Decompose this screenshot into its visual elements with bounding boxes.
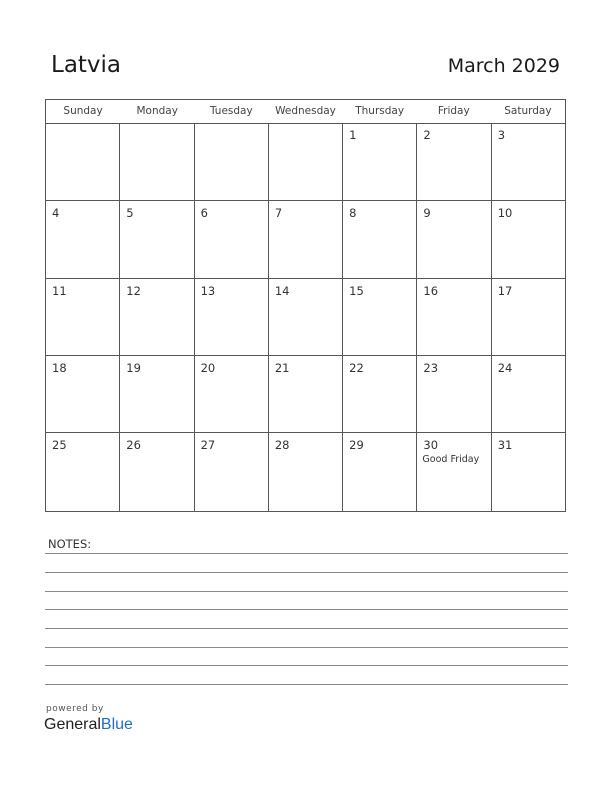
note-line <box>45 647 568 648</box>
brand-blue-text: Blue <box>100 716 133 733</box>
note-line <box>45 609 568 610</box>
day-number: 20 <box>200 361 216 375</box>
day-number: 3 <box>497 128 506 142</box>
day-cell <box>195 356 269 432</box>
day-number: 9 <box>423 206 431 220</box>
day-number: 10 <box>497 206 513 220</box>
day-cell <box>417 123 491 200</box>
day-number: 5 <box>126 206 134 220</box>
note-line <box>45 572 568 573</box>
day-number: 6 <box>200 206 208 220</box>
weekday-monday: Monday <box>136 105 178 117</box>
day-cell <box>269 433 343 511</box>
day-cell <box>120 201 194 278</box>
powered-by-text: powered by <box>46 704 104 714</box>
note-line <box>45 591 568 592</box>
day-cell <box>492 433 565 511</box>
day-cell <box>120 433 194 511</box>
day-number: 27 <box>200 438 216 452</box>
day-cell <box>46 433 120 511</box>
day-number: 28 <box>274 438 290 452</box>
day-number: 4 <box>52 206 60 220</box>
generalblue-logo <box>44 717 133 733</box>
day-number: 24 <box>497 361 513 375</box>
day-cell <box>269 279 343 355</box>
month-year-title: March 2029 <box>447 55 560 77</box>
day-cell <box>46 201 120 278</box>
weekday-thursday: Thursday <box>355 105 405 117</box>
day-number: 30 <box>423 438 439 452</box>
day-cell <box>417 279 491 355</box>
day-cell <box>492 201 565 278</box>
day-cell <box>195 433 269 511</box>
day-cell <box>417 356 491 432</box>
day-number: 21 <box>274 361 290 375</box>
day-cell <box>46 279 120 355</box>
calendar-week-row <box>46 356 565 433</box>
day-number: 31 <box>497 438 513 452</box>
note-line <box>45 665 568 666</box>
day-number: 18 <box>52 361 67 375</box>
day-cell <box>120 279 194 355</box>
calendar-weeks <box>46 123 565 511</box>
day-cell <box>343 279 417 355</box>
note-line <box>45 684 568 685</box>
day-number: 23 <box>423 361 439 375</box>
day-cell <box>343 123 417 200</box>
day-cell <box>417 433 491 511</box>
day-cell <box>269 123 343 200</box>
day-cell <box>492 279 565 355</box>
day-number: 16 <box>423 284 439 298</box>
day-cell <box>120 123 194 200</box>
day-number: 22 <box>349 361 364 375</box>
weekday-header-row <box>46 100 565 124</box>
day-number: 12 <box>126 284 141 298</box>
day-number: 15 <box>349 284 364 298</box>
day-number: 26 <box>126 438 141 452</box>
calendar-grid <box>45 99 566 512</box>
brand-general-text: General <box>44 716 101 733</box>
day-cell <box>269 201 343 278</box>
day-number: 11 <box>52 284 67 298</box>
calendar-week-row <box>46 433 565 511</box>
holiday-label: Good Friday <box>422 454 480 465</box>
calendar-week-row <box>46 123 565 201</box>
day-cell <box>343 433 417 511</box>
weekday-friday: Friday <box>437 105 470 117</box>
day-cell <box>46 123 120 200</box>
day-cell <box>492 123 565 200</box>
note-line <box>45 628 568 629</box>
day-cell <box>46 356 120 432</box>
weekday-wednesday: Wednesday <box>275 105 336 117</box>
calendar-week-row <box>46 279 565 356</box>
day-number: 8 <box>349 206 357 220</box>
day-number: 14 <box>274 284 290 298</box>
weekday-sunday: Sunday <box>63 105 103 117</box>
day-number: 7 <box>274 206 283 220</box>
day-cell <box>195 201 269 278</box>
day-cell <box>195 123 269 200</box>
notes-label: NOTES: <box>48 537 92 551</box>
day-cell <box>195 279 269 355</box>
country-title: Latvia <box>51 52 122 78</box>
calendar-week-row <box>46 201 565 279</box>
day-cell <box>343 356 417 432</box>
day-number: 1 <box>349 128 357 142</box>
day-number: 19 <box>126 361 141 375</box>
weekday-saturday: Saturday <box>504 105 552 117</box>
weekday-tuesday: Tuesday <box>209 105 253 117</box>
note-line <box>45 553 568 554</box>
day-number: 29 <box>349 438 364 452</box>
day-number: 2 <box>423 128 431 142</box>
day-number: 17 <box>497 284 513 298</box>
day-cell <box>120 356 194 432</box>
day-cell <box>492 356 565 432</box>
day-cell <box>269 356 343 432</box>
day-cell <box>343 201 417 278</box>
day-cell <box>417 201 491 278</box>
day-number: 13 <box>200 284 216 298</box>
day-number: 25 <box>52 438 67 452</box>
